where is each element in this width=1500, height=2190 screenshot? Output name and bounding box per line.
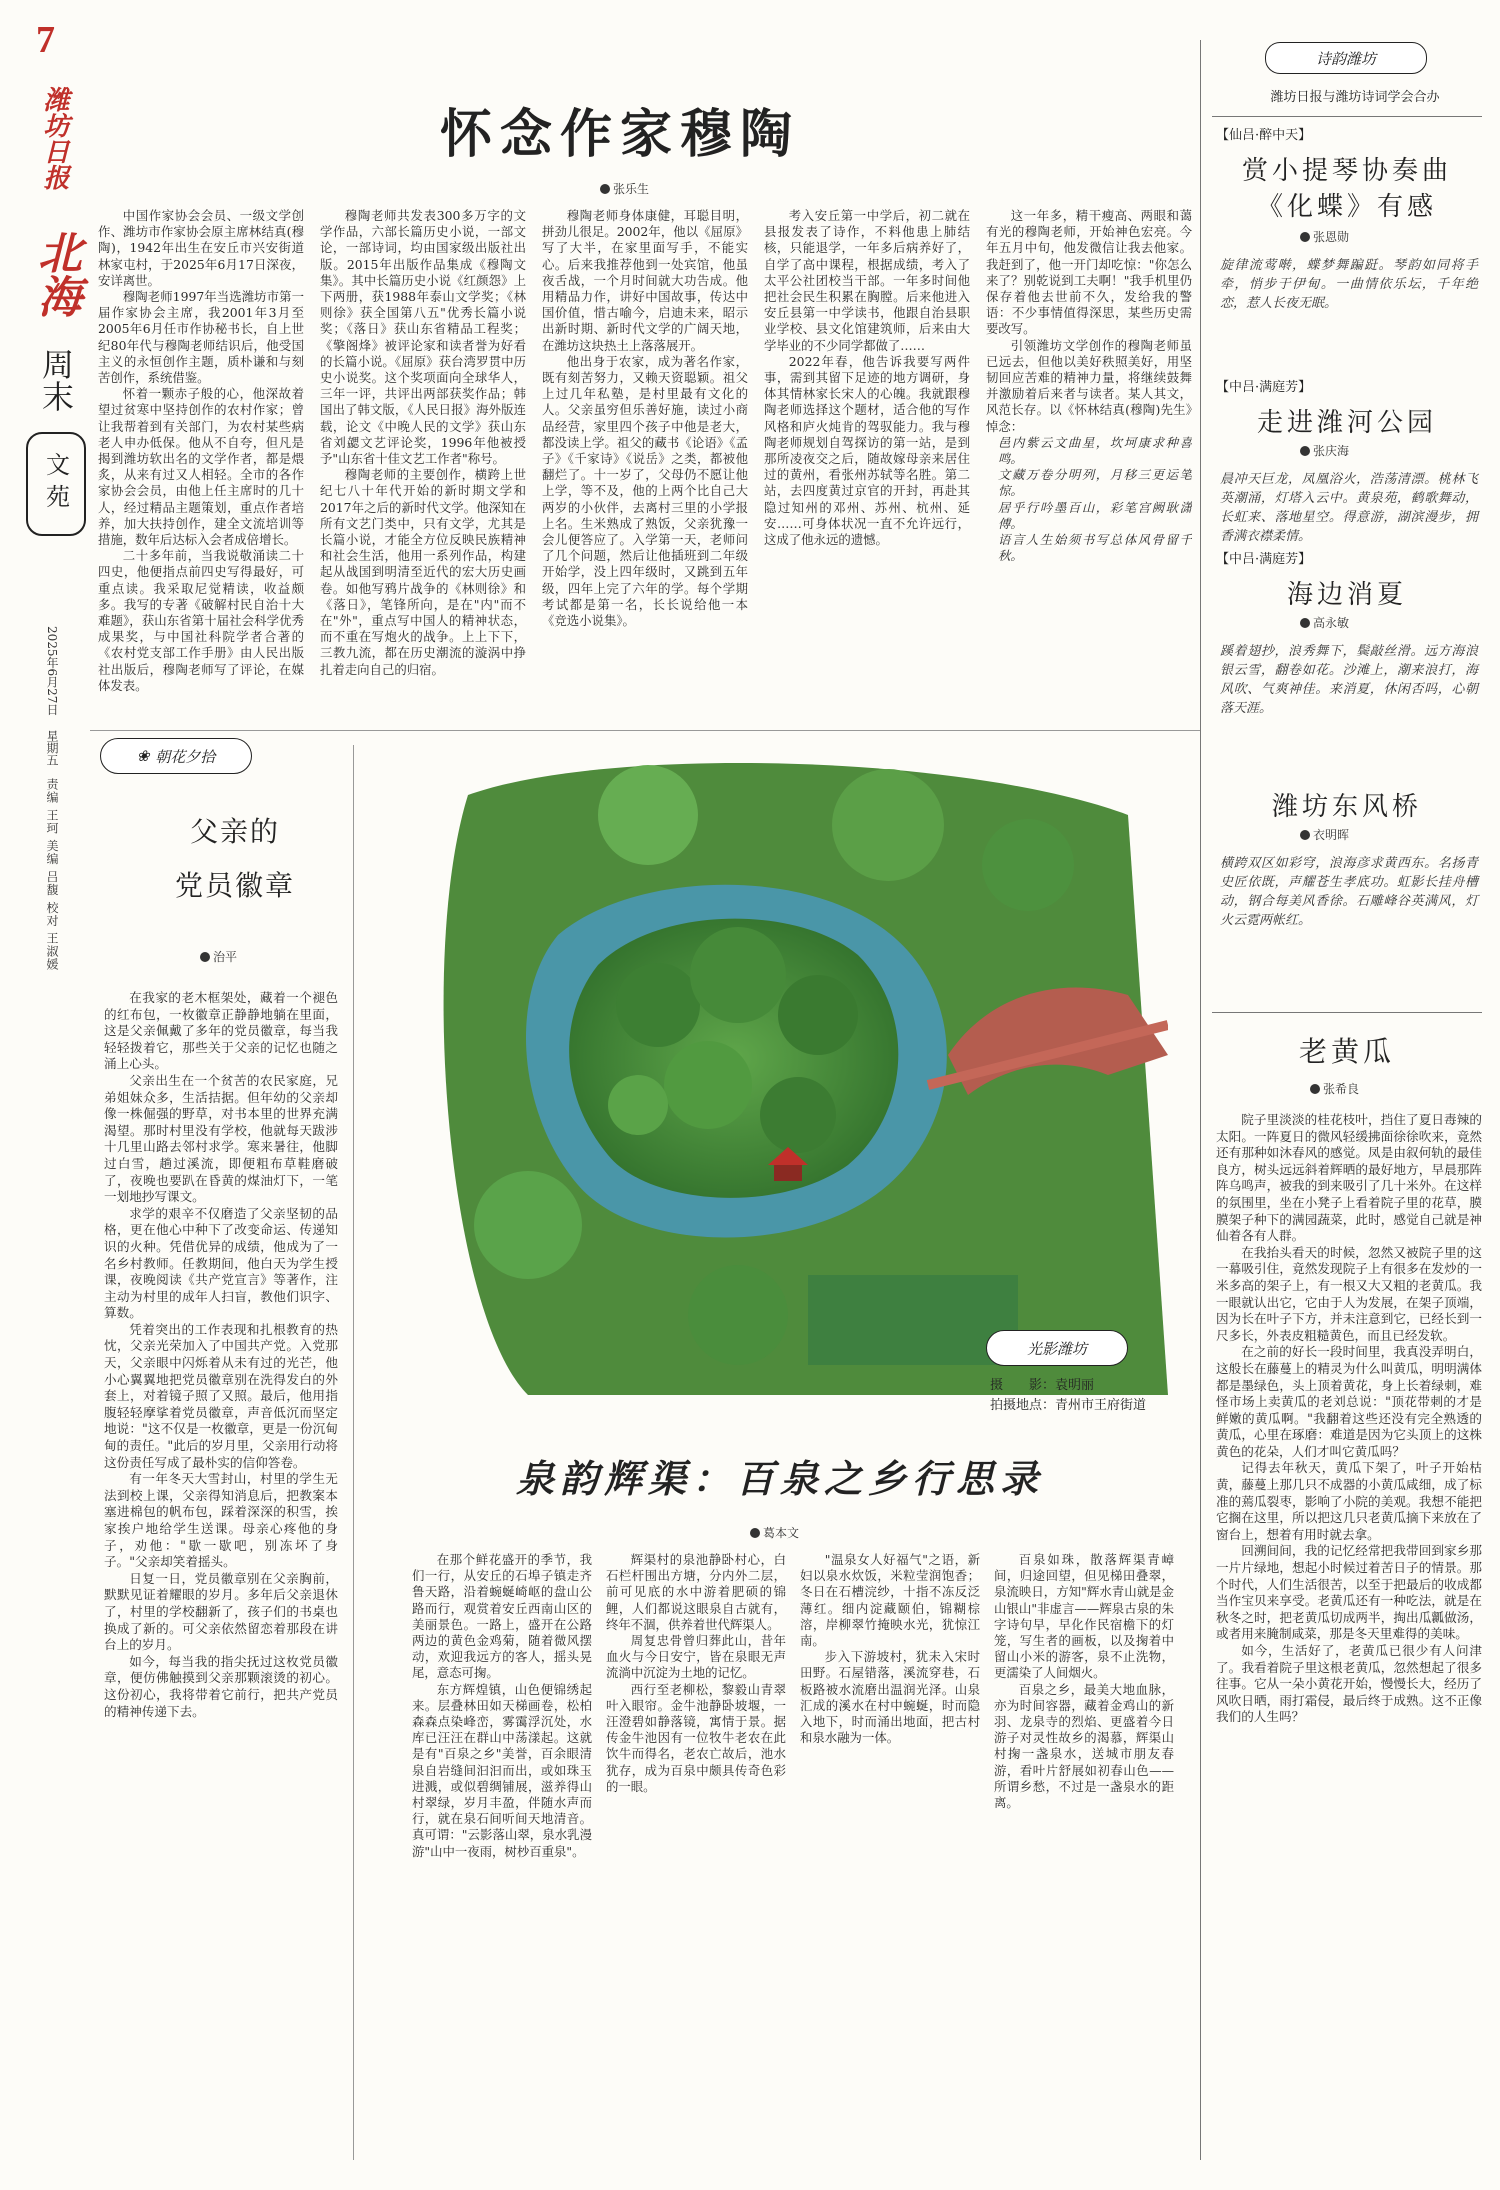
paragraph: 引领潍坊文学创作的穆陶老师虽已远去，但他以美好秩照美好，用坚韧回应苦难的精神力量，将继续鼓舞并激励着后来者与读者。某人其文，风范长存。以《怀林结真(穆陶)先生》悼念： — [986, 337, 1192, 434]
paragraph: 他出身于农家，成为著名作家，既有刻苦努力，又赖天资聪颖。祖父上过几年私塾，是村里最有文化的人。父亲虽穷但乐善好施，读过小商品经营，家里四个孩子中他是老大，都没读上学。祖父的藏书《论语》《孟子》《千家诗》《说岳》之类，都被他翻烂了。十一岁了，父母仍不愿让他上学，等不及，他的上两个比自己大两岁的小伙伴，去离村三里的小学报上名。生米熟成了熟饭，父亲犹豫一会儿便答应了。入学第一天，老师问了几个问题，然后让他插班到二年级开始学，没上四年级时，又跳到五年级，四年上完了六年的学。每个学期考试都是第一名，长长说给他一本《竞选小说集》。 — [542, 353, 748, 629]
paragraph: "温泉女人好福气"之语，新妇以泉水炊饭，米粒莹润饱香；冬日在石槽浣纱，十指不冻反泛薄红。细内淀藏颐伯，锦糊棕溶，岸柳翠竹掩映水光，犹惊江南。 — [800, 1552, 980, 1649]
elegy-line: 邑内紫云文曲星，坎坷康求种喜鸣。 — [998, 434, 1192, 467]
paragraph: 步入下游坡村，犹未入宋时田野。石屋错落，溪流穿巷，石板路被水流磨出温润光泽。山泉汇成的溪水在村中蜿蜒，时而隐入地下，时而涌出地面，把古村和泉水融为一体。 — [800, 1649, 980, 1746]
photographer: 摄 影：袁明丽 — [990, 1378, 1095, 1393]
author-name: 治平 — [213, 950, 238, 964]
article-column — [986, 208, 1192, 720]
father-title-line1: 父亲的 — [189, 815, 280, 848]
paragraph: 穆陶老师1997年当选潍坊市第一届作家协会主席，我2001年3月至2005年6月任市作协秘书长，自上世纪80年代与穆陶老师结识后，他受国主义的永恒创作主题，质朴谦和与刻苦创作，系统借鉴。 — [98, 289, 304, 386]
poem-byline — [1300, 826, 1349, 843]
page-number: 7 — [36, 19, 55, 61]
paragraph: 在我抬头看天的时候，忽然又被院子里的这一幕吸引住，竟然发现院子上有很多在发炒的一米多高的架子上，有一根又大又粗的老黄瓜。我一眼就认出它，它由于人为发展，在架子顶端，因为长在叶子下方，并未注意到它，已经长到一尺多长，外表皮粗糙黄色，而且已经发软。 — [1216, 1244, 1482, 1343]
father-title — [160, 805, 310, 913]
poem-tune-label: 【中吕·满庭芳】 — [1216, 380, 1312, 395]
poem-subtitle: 《化蝶》有感 — [1256, 192, 1437, 222]
poem-title: 海边消夏 — [1286, 580, 1407, 610]
paragraph: 周复忠骨曾归葬此山，昔年血火与今日安宁，皆在泉眼无声流淌中沉淀为土地的记忆。 — [606, 1633, 786, 1681]
paragraph: 父亲出生在一个贫苦的农民家庭，兄弟姐妹众多，生活拮据。但年幼的父亲却像一株倔强的野草，对书本里的世界充满渴望。那时村里没有学校，他就每天跋涉十几里山路去邻村求学。寒来暑往，他脚过白雪，趟过溪流，即便粗布草鞋磨破了，夜晚也要趴在昏黄的煤油灯下，一笔一划地抄写课文。 — [104, 1072, 338, 1205]
paragraph: 东方辉煌镇，山色便锦绣起来。层叠林田如天梯画卷，松柏森森点染峰峦，雾霭浮沉处，水库已汪汪在群山中荡漾起。这就是有"百泉之乡"美誉，百余眼清泉自岩缝间汩汩而出，或如珠玉进溅，或似碧绸铺展，滋养得山村翠绿，岁月丰盈，伴随水声而行，就在泉石间听间天地清音。真可谓："云影落山翠，泉水乳漫游"山中一夜雨，树杪百重泉"。 — [412, 1681, 592, 1859]
poem-title: 走进潍河公园 — [1256, 408, 1437, 438]
poem-body: 旋律流莺啭，蝶梦舞蹁跹。琴韵如同将手牵，悄步于伊甸。一曲情依乐坛，千年绝恋，惹人长夜无眠。 — [1220, 258, 1478, 311]
pen-icon — [750, 1528, 760, 1538]
photo-badge — [986, 1330, 1128, 1366]
paragraph: 穆陶老师的主要创作，横跨上世纪七八十年代开始的新时期文学和2017年之后的新时代文学。他深知在所有文艺门类中，只有文学，尤其是长篇小说，才能全方位反映民族精神和社会生活，他用一系列作品，构建起从战国到明清至近代的宏大历史画卷。如他写鸦片战争的《林则徐》和《落日》，笔锋所向，是在"内"而不在"外"，重点写中国人的精神状态，而不重在写炮火的战争。上上下下，三教九流，都在历史潮流的漩涡中挣扎着走向自己的归宿。 — [320, 467, 526, 677]
pen-icon — [1300, 446, 1310, 456]
poem-body: 蹊着翅抄，浪秀舞下，鬓敲丝滑。远方海浪银云雪，翻卷如花。沙滩上，潮来浪打，海风吹、气爽神佳。来消夏，休闲否吗，心朝落天涯。 — [1220, 644, 1478, 716]
column-suffix: 周末 — [37, 348, 75, 412]
weekday: 星期五 — [45, 730, 59, 766]
divider — [1212, 116, 1482, 117]
spring-byline — [750, 1524, 799, 1541]
paragraph: 有一年冬天大雪封山，村里的学生无法到校上课，父亲得知消息后，把教案本塞进棉包的帆布包，踩着深深的积雪，挨家挨户地给学生送课。母亲心疼他的身子，劝他："歇一歇吧，别冻坏了身子。"父亲却笑着摇头。 — [104, 1471, 338, 1570]
paragraph: 2022年春，他告诉我要写两件事，需到其留下足迹的地方调研，身体其情林家长宋人的心魄。我就跟穆陶老师选择这个题材，适合他的写作风格和庐火炖肯的驾驭能力。我与穆陶老师规划自驾探访的第一站，是到那所凌夜交之后，随故嫁母亲来居住过的黄州，看张州苏轼等名胜。第二站，去四度黄过京官的开封，再赴其隐过知州的邓州、苏州、杭州、延安……可身体状况一直不允许远行，这成了他永远的遗憾。 — [764, 353, 970, 548]
pen-icon — [1300, 618, 1310, 628]
article-column — [764, 208, 970, 720]
divider — [90, 730, 1200, 731]
masthead — [22, 18, 92, 1318]
article-title: 怀念作家穆陶 — [439, 104, 800, 165]
paragraph: 百泉之乡，最美大地血脉，亦为时间容器，藏着金鸡山的新羽、龙泉寺的烈焰、更盛着今日游子对灵性故乡的渴慕，辉渠山村掬一盏泉水，送城市朋友春游，看叶片舒展如初春山色——所谓乡愁，不过是一盏泉水的距离。 — [994, 1681, 1174, 1811]
author-name: 张恩勋 — [1313, 230, 1350, 244]
photo-credit — [990, 1376, 1146, 1416]
section-stamp — [26, 432, 86, 536]
divider — [1212, 1012, 1482, 1013]
elegy-line: 文藏万卷分明列，月移三更运笔惊。 — [998, 467, 1192, 499]
paragraph: 这一年多，精干瘦高、两眼和蔼有光的穆陶老师，开始神色宏亮。今年五月中旬，他发微信让我去他家。我赶到了，他一开门却吃惊："你怎么来了？别乾说到工夫啊！"我手机里仍保存着他去世前不久，发给我的警语：不少事情值得深思，某些历史需要改写。 — [986, 208, 1192, 337]
elegy-line: 语言人生始须书写总体风骨留千秋。 — [998, 532, 1192, 564]
melon-byline — [1310, 1080, 1359, 1097]
poem-title: 赏小提琴协奏曲 — [1241, 156, 1452, 186]
poem-byline — [1300, 228, 1349, 245]
pen-icon — [1300, 232, 1310, 242]
pen-icon — [1300, 830, 1310, 840]
poem-tune-label: 【仙吕·醉中天】 — [1216, 128, 1312, 143]
article-column — [320, 208, 526, 720]
paper-name: 潍坊日报 — [39, 86, 69, 190]
paragraph: 中国作家协会会员、一级文学创作、潍坊市作家协会原主席林结真(穆陶)，1942年出生在安丘市兴安街道林家屯村，于2025年6月17日深夜，安详离世。 — [98, 208, 304, 288]
article-column — [98, 208, 304, 720]
photo-location: 拍摄地点：青州市王府街道 — [990, 1398, 1147, 1413]
poetry-badge — [1265, 42, 1427, 74]
author-name: 衣明晖 — [1313, 828, 1350, 842]
poem-tune-label: 【中吕·满庭芳】 — [1216, 552, 1312, 567]
paragraph: 日复一日，党员徽章别在父亲胸前，默默见证着耀眼的岁月。多年后父亲退休了，村里的学校翻新了，孩子们的书桌也换成了新的。可父亲依然留恋着那段在讲台上的岁月。 — [104, 1570, 338, 1653]
author-name: 张庆海 — [1313, 444, 1350, 458]
author-name: 张乐生 — [613, 182, 650, 196]
paragraph: 记得去年秋天，黄瓜下架了，叶子开始枯黄，藤蔓上那几只不成器的小黄瓜咸细，成了标准的蔫瓜裂枣，影响了小院的美观。我想不能把它搁在这里，所以把这几只老黄瓜摘下来放在了窗台上，想着有用时就去拿。 — [1216, 1460, 1482, 1542]
melon-title: 老黄瓜 — [1298, 1035, 1395, 1068]
father-body — [104, 990, 338, 2150]
paragraph: 求学的艰辛不仅磨造了父亲坚韧的品格，更在他心中种下了改变命运、传递知识的火种。凭借优异的成绩，他成为了一名乡村教师。任教期间，他白天为学生授课，夜晚阅读《共产党宣言》等著作，注主动为村里的成年人扫盲，教他们识字、算数。 — [104, 1205, 338, 1321]
author-name: 高永敏 — [1313, 616, 1350, 630]
paragraph: 如今，每当我的指尖抚过这枚党员徽章，便仿佛触摸到父亲那颗滚烫的初心。这份初心，我将带着它前行，把共产党员的精神传递下去。 — [104, 1653, 338, 1719]
author-name: 葛本文 — [763, 1526, 800, 1540]
pen-icon — [600, 184, 610, 194]
section-label: 文苑 — [41, 452, 70, 516]
divider — [1200, 40, 1201, 2160]
park-photo — [408, 755, 1168, 1395]
paragraph: 考入安丘第一中学后，初二就在县报发表了诗作，不料他患上肺结核，只能退学，一年多后病养好了，自学了高中课程，根据成绩，考入了太平公社团校当干部。一年多时间他把社会民生积累在胸膛。后来他进入安丘县第一中学读书，他跟自治县职业学校、县文化馆建筑师，后来由大学毕业的不少同学都做了…… — [764, 208, 970, 353]
badge-label: 光影潍坊 — [1026, 1339, 1087, 1358]
aerial-park-photo — [408, 755, 1168, 1395]
paragraph: 穆陶老师共发表300多万字的文学作品，六部长篇历史小说，一部文论，一部诗词，均由国家级出版社出版。2015年出版作品集成《穆陶文集》。其中长篇历史小说《红颜怨》上下两册，获1988年泰山文学奖；《林则徐》获全国第八五"优秀长篇小说奖；《落日》获山东省精品工程奖；《擎阁烽》被评论家和读者誉为好看的长篇小说。《屈原》获台湾罗贯中历史小说奖。这个奖项面向全球华人，三年一评，共评出两部获奖作品；韩国出了韩文版，《人民日报》海外版连载，论文《中晚人民的文学》获山东省刘勰文艺评论奖，1996年他被授予"山东省十佳文艺工作者"称号。 — [320, 208, 526, 467]
spring-column — [994, 1552, 1174, 2152]
spring-column — [800, 1552, 980, 2152]
pen-icon — [1310, 1084, 1320, 1094]
paragraph: 回溯间间，我的记忆经常把我带回到家乡那一片片绿地，想起小时候过着苦日子的情景。那个时代，人们生活很苦，以至于把最后的收成都当作宝贝来享受。老黄瓜还有一种吃法，就是在秋冬之时，把老黄瓜切成两半，掏出瓜瓤做汤，或者用来腌制咸菜，那是冬天里难得的美味。 — [1216, 1543, 1482, 1642]
divider — [353, 745, 354, 2160]
father-byline — [200, 948, 237, 965]
pen-icon — [200, 952, 210, 962]
article-column — [542, 208, 748, 720]
paragraph: 在之前的好长一段时间里，我真没弄明白，这般长在藤蔓上的精灵为什么叫黄瓜，明明满体都是墨绿色，头上顶着黄花，身上长着绿刺，难怪市场上卖黄瓜的老刘总说："顶花带刺的才是鲜嫩的黄瓜啊。"我翻着这些还没有完全熟透的黄瓜，心里在琢磨：难道是因为它头顶上的这株黄色的花朵，人们才叫它黄瓜吗？ — [1216, 1344, 1482, 1459]
poem-byline — [1300, 614, 1349, 631]
melon-body — [1216, 1112, 1482, 2162]
spring-column — [606, 1552, 786, 2152]
poem-title: 潍坊东风桥 — [1271, 792, 1422, 822]
badge-flower-icon: ❀ — [136, 747, 150, 765]
paragraph: 在我家的老木框架处，藏着一个褪色的红布包，一枚徽章正静静地躺在里面，这是父亲佩戴了多年的党员徽章，每当我轻轻拨着它，那些关于父亲的记忆也随之涌上心头。 — [104, 990, 338, 1072]
paragraph: 在那个鲜花盛开的季节，我们一行，从安丘的石埠子镇走齐鲁天路，沿着蜿蜒崎岖的盘山公路而行，观赏着安丘西南山区的美丽景色。一路上，盛开在公路两边的黄色金鸡菊，随着微风摆动，欢迎我远方的客人，摇头晃尾，意态可掬。 — [412, 1552, 592, 1681]
paragraph: 院子里淡淡的桂花枝叶，挡住了夏日毒辣的太阳。一阵夏日的微风轻缓拂面徐徐吹来，竟然还有那种如沐春风的感觉。凤是由叙何轨的最佳良方，树头远远斜着辉晒的最好地方，早晨那阵阵乌鸣声，被我的到来吸引了几十米外。在这样的氛围里，坐在小凳子上看着院子里的花草，膜膜架子种下的满园蔬菜，此时，感觉自己就是神仙着各有人群。 — [1216, 1112, 1482, 1244]
paragraph: 百泉如珠，散落辉渠青嶂间，归途回望，但见梯田叠翠，泉流映日，方知"辉水青山就是金山银山"非虚言——辉泉古泉的朱字诗句早，早化作民宿檐下的灯笼，写生者的画板，以及掬着中留山小米的游客，泉不止洗物，更濡染了人间烟火。 — [994, 1552, 1174, 1681]
father-title-line2: 党员徽章 — [174, 869, 295, 902]
paragraph: 西行至老柳松，黎毅山青翠叶入眼帘。金牛池静卧坡堰，一汪澄碧如静落镜，寓情于景。据传金牛池因有一位牧牛老农在此饮牛而得名，老农亡故后，池水犹存，成为百泉中颇具传奇色彩的一眼。 — [606, 1681, 786, 1794]
poetry-sponsor: 潍坊日报与潍坊诗词学会合办 — [1270, 90, 1440, 105]
paragraph: 穆陶老师身体康健，耳聪目明，拼劲儿很足。2002年，他以《屈原》写了大半，在家里面写手，不能实心。后来我推荐他到一处宾馆，他虽夜舌战，一个月时间就大功告成。他用精品力作，讲好中国故事，传达中国价值，惜古喻今，启迪未来，昭示出新时期、新时代文学的广阔天地，在潍坊这块热土上落落展开。 — [542, 208, 748, 353]
spring-title: 泉韵辉渠：百泉之乡行思录 — [515, 1456, 1044, 1501]
badge-label: 诗韵潍坊 — [1315, 49, 1376, 68]
spring-column — [412, 1552, 592, 2152]
paragraph: 二十多年前，当我说敬涌读二十四史，他便指点前四史写得最好，可重点读。我采取尼觉精读，收益颇多。我写的专著《破解村民自治十大难题》，获山东省第十届社会科学优秀成果奖，与中国社科院学者合著的《农村党支部工作手册》由人民出版社出版后，穆陶老师写了评论，在媒体发表。 — [98, 548, 304, 693]
poem-body: 横跨双区如彩穹，浪海彦求黄西东。名扬青史匠依既，声耀苍生孝底功。虹影长挂舟槽动，钢合每美风香徐。石雕峰谷英满风，灯火云霓两帐红。 — [1220, 856, 1478, 928]
poem-body: 晨冲天巨龙，凤凰浴火，浩荡清漂。桃林飞英潮涌，灯塔入云中。黄泉苑，鹤歌舞动，长虹来、落地星空。得意游，湖滨漫步，拥香满衣襟柔情。 — [1220, 472, 1478, 544]
poem-byline — [1300, 442, 1349, 459]
article-byline — [600, 180, 649, 197]
column-name: 北海 — [30, 230, 81, 318]
paragraph: 如今，生活好了，老黄瓜已很少有人问津了。我看着院子里这根老黄瓜，忽然想起了很多往事。它从一朵小黄花开始，慢慢长大，经历了风吹日晒，雨打霜侵，最后终于成熟。这不正像我们的人生吗？ — [1216, 1643, 1482, 1725]
elegy-line: 居乎行吟墨百山，彩笔宫阙耿潇傅。 — [998, 499, 1192, 531]
paragraph: 凭着突出的工作表现和扎根教育的热忱，父亲光荣加入了中国共产党。入党那天，父亲眼中闪烁着从未有过的光芒，他小心翼翼地把党员徽章别在洗得发白的外套上，对着镜子照了又照。最后，他用指腹轻轻摩挲着党员徽章，声音低沉而坚定地说："这不仅是一枚徽章，更是一份沉甸甸的责任。"此后的岁月里，父亲用行动将这份责任写成了最朴实的信仰答卷。 — [104, 1321, 338, 1470]
section-badge — [100, 738, 252, 774]
paragraph: 怀着一颗赤子般的心，他深故着望过贫寒中坚持创作的农村作家；曾让我帮着到有关部门，为农村某些病老人申办低保。他从不自夸，但凡是揭到潍坊软出名的文学作者，都是煨炙，从来有过又人相轻。全市的各作家协会会员，由他上任主席时的几十人，经过精品主题策划，重点作者培养，加大扶持创作，建全文流培训等措施，数年后达标入会者成倍增长。 — [98, 386, 304, 548]
issue-date: 2025年6月27日 — [45, 626, 59, 716]
staff-credits: 责编 王珂 美编 吕馥 校对 王淑媛 — [45, 778, 59, 972]
author-name: 张希良 — [1323, 1082, 1360, 1096]
badge-label: 朝花夕拾 — [155, 747, 216, 766]
paragraph: 辉渠村的泉池静卧村心，白石栏杆围出方塘，分内外二层，前可见底的水中游着肥硕的锦鲤，人们都说这眼泉自古就有，终年不涸，供养着世代辉渠人。 — [606, 1552, 786, 1632]
